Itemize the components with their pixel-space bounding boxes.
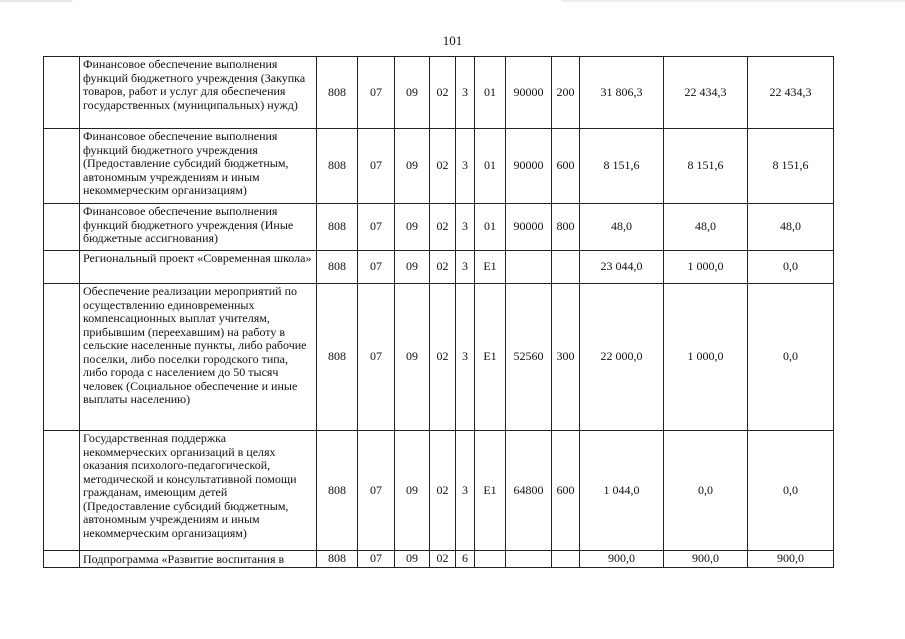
code-target-direction: 90000 (506, 129, 552, 204)
code-section: 07 (358, 431, 395, 551)
amount-year-3: 8 151,6 (748, 129, 834, 204)
code-section: 07 (358, 204, 395, 251)
code-subsection: 09 (395, 57, 430, 129)
code-target-event: E1 (475, 284, 506, 431)
amount-year-1: 900,0 (580, 551, 664, 568)
code-target-event: 01 (475, 204, 506, 251)
code-ved: 808 (317, 204, 358, 251)
code-target-program: 02 (430, 204, 456, 251)
amount-year-2: 8 151,6 (664, 129, 748, 204)
code-target-direction: 64800 (506, 431, 552, 551)
code-target-subprogram: 3 (456, 57, 475, 129)
code-subsection: 09 (395, 251, 430, 284)
code-target-event: 01 (475, 129, 506, 204)
code-target-direction: 90000 (506, 57, 552, 129)
amount-year-1: 31 806,3 (580, 57, 664, 129)
code-target-program: 02 (430, 284, 456, 431)
code-target-program: 02 (430, 431, 456, 551)
table-row (44, 204, 834, 251)
code-target-subprogram: 3 (456, 431, 475, 551)
amount-year-2: 48,0 (664, 204, 748, 251)
code-subsection: 09 (395, 551, 430, 568)
code-target-direction (506, 251, 552, 284)
code-target-program: 02 (430, 251, 456, 284)
amount-year-1: 1 044,0 (580, 431, 664, 551)
row-name: Подпрограмма «Развитие воспитания в (80, 551, 317, 568)
code-target-subprogram: 3 (456, 204, 475, 251)
row-number-cell (44, 129, 80, 204)
amount-year-3: 0,0 (748, 284, 834, 431)
code-ved: 808 (317, 57, 358, 129)
row-name: Финансовое обеспечение выполнения функций бюджетного учреждения (Иные бюджетные ассигнования) (80, 204, 317, 251)
code-target-program: 02 (430, 129, 456, 204)
code-target-event: E1 (475, 251, 506, 284)
code-section: 07 (358, 551, 395, 568)
amount-year-1: 48,0 (580, 204, 664, 251)
code-section: 07 (358, 129, 395, 204)
code-expense-type: 600 (552, 431, 580, 551)
page-number: 101 (442, 33, 463, 48)
code-target-program: 02 (430, 551, 456, 568)
table-row (44, 57, 834, 129)
code-ved: 808 (317, 251, 358, 284)
code-expense-type: 600 (552, 129, 580, 204)
amount-year-2: 900,0 (664, 551, 748, 568)
code-target-event: E1 (475, 431, 506, 551)
code-subsection: 09 (395, 204, 430, 251)
code-target-direction (506, 551, 552, 568)
code-target-program: 02 (430, 57, 456, 129)
code-section: 07 (358, 251, 395, 284)
budget-table (43, 56, 834, 568)
code-subsection: 09 (395, 431, 430, 551)
code-target-event (475, 551, 506, 568)
code-ved: 808 (317, 284, 358, 431)
code-target-direction: 90000 (506, 204, 552, 251)
amount-year-3: 48,0 (748, 204, 834, 251)
code-ved: 808 (317, 129, 358, 204)
code-section: 07 (358, 284, 395, 431)
code-expense-type: 200 (552, 57, 580, 129)
amount-year-3: 0,0 (748, 251, 834, 284)
row-number-cell (44, 57, 80, 129)
code-expense-type (552, 551, 580, 568)
code-target-subprogram: 3 (456, 251, 475, 284)
amount-year-2: 0,0 (664, 431, 748, 551)
code-target-subprogram: 6 (456, 551, 475, 568)
scan-top-edge (0, 0, 905, 2)
row-number-cell (44, 251, 80, 284)
code-expense-type: 800 (552, 204, 580, 251)
amount-year-1: 22 000,0 (580, 284, 664, 431)
code-section: 07 (358, 57, 395, 129)
code-target-subprogram: 3 (456, 129, 475, 204)
code-target-subprogram: 3 (456, 284, 475, 431)
amount-year-3: 900,0 (748, 551, 834, 568)
row-name: Финансовое обеспечение выполнения функций бюджетного учреждения (Закупка товаров, работ и услуг для обеспечения государственных (муниципальных) нужд) (80, 57, 317, 129)
table-row (44, 284, 834, 431)
amount-year-2: 1 000,0 (664, 284, 748, 431)
amount-year-2: 22 434,3 (664, 57, 748, 129)
code-subsection: 09 (395, 129, 430, 204)
row-number-cell (44, 204, 80, 251)
code-expense-type: 300 (552, 284, 580, 431)
amount-year-3: 22 434,3 (748, 57, 834, 129)
row-name: Обеспечение реализации мероприятий по осуществлению единовременных компенсационных выплат учителям, прибывшим (переехавшим) на работу в сельские населенные пункты, либо рабочие поселки, либо поселки городского типа, либо города с населением до 50 тысяч человек (Социальное обеспечение и иные выплаты населению) (80, 284, 317, 431)
code-ved: 808 (317, 551, 358, 568)
row-name: Государственная поддержка некоммерческих организаций в целях оказания психолого-педагогической, методической и консультативной помощи гражданам, имеющим детей (Предоставление субсидий бюджетным, автономным учреждениям и иным некоммерческим организациям) (80, 431, 317, 551)
table-row (44, 431, 834, 551)
table-row (44, 551, 834, 568)
row-number-cell (44, 431, 80, 551)
code-expense-type (552, 251, 580, 284)
table-row (44, 129, 834, 204)
code-ved: 808 (317, 431, 358, 551)
row-number-cell (44, 284, 80, 431)
amount-year-1: 8 151,6 (580, 129, 664, 204)
amount-year-2: 1 000,0 (664, 251, 748, 284)
amount-year-1: 23 044,0 (580, 251, 664, 284)
row-name: Региональный проект «Современная школа» (80, 251, 317, 284)
table-row (44, 251, 834, 284)
code-target-event: 01 (475, 57, 506, 129)
amount-year-3: 0,0 (748, 431, 834, 551)
code-subsection: 09 (395, 284, 430, 431)
code-target-direction: 52560 (506, 284, 552, 431)
row-name: Финансовое обеспечение выполнения функций бюджетного учреждения (Предоставление субсидий бюджетным, автономным учреждениям и иным некоммерческим организациям) (80, 129, 317, 204)
row-number-cell (44, 551, 80, 568)
